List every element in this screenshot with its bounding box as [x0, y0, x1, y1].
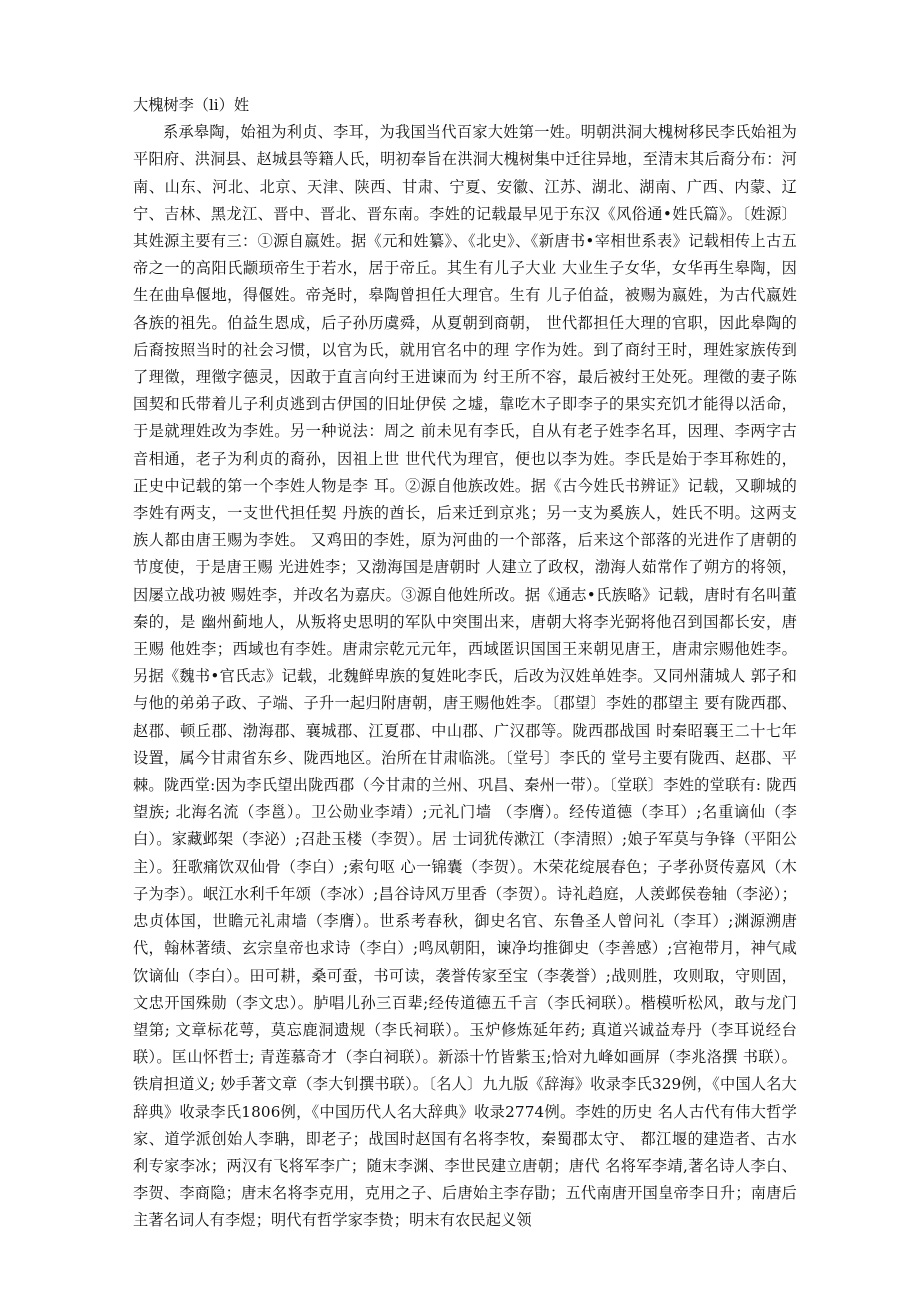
document-title: 大槐树李（li）姓 [133, 96, 250, 114]
document-page [133, 92, 797, 1235]
document-body-paragraph: 系承皋陶，始祖为利贞、李耳，为我国当代百家大姓第一姓。明朝洪洞大槐树移民李氏始祖为平阳府、洪洞县、赵城县等籍人氏，明初奉旨在洪洞大槐树集中迁往异地，至清末其后裔分布：河南、山东、河北、北京、天津、陕西、甘肃、宁夏、安徽、江苏、湖北、湖南、广西、内蒙、辽宁、吉林、黑龙江、晋中、晋北、晋东南。李姓的记载最早见于东汉《风俗通•姓氏篇》。〔姓源〕其姓源主要有三：①源自嬴姓。据《元和姓纂》、《北史》、《新唐书•宰相世系表》记载相传上古五帝之一的高阳氏颛顼帝生于若水，居于帝丘。其生有儿子大业 大业生子女华，女华再生皋陶，因生在曲阜偃地，得偃姓。帝尧时，皋陶曾担任大理官。生有 儿子伯益，被赐为嬴姓，为古代嬴姓各族的祖先。伯益生恩成，后子孙历虞舜，从夏朝到商朝， 世代都担任大理的官职，因此皋陶的后裔按照当时的社会习惯，以官为氏，就用官名中的理 字作为姓。到了商纣王时，理姓家族传到了理徵，理徵字德灵，因敢于直言向纣王进谏而为 纣王所不容，最后被纣王处死。理徵的妻子陈国契和氏带着儿子利贞逃到古伊国的旧址伊侯 之墟，靠吃木子即李子的果实充饥才能得以活命，于是就理姓改为李姓。另一种说法：周之 前未见有李氏，自从有老子姓李名耳，因理、李两字古音相通，老子为利贞的裔孙，因祖上世 世代代为理官，便也以李为姓。李氏是始于李耳称姓的，正史中记载的第一个李姓人物是李 耳。②源自他族改姓。据《古今姓氏书辨证》记载，又聊城的李姓有两支，一支世代担任契 丹族的酋长，后来迁到京兆；另一支为奚族人，姓氏不明。这两支族人都由唐王赐为李姓。 又鸡田的李姓，原为河曲的一个部落，后来这个部落的光进作了唐朝的节度使，于是唐王赐 光进姓李；又渤海国是唐朝时 人建立了政权，渤海人茹常作了朔方的将领，因屡立战功被 赐姓李，并改名为嘉庆。③源自他姓所改。据《通志•氏族略》记载，唐时有名叫董秦的，是 幽州蓟地人，从叛将史思明的军队中突围出来，唐朝大将李光弼将他召到国都长安，唐王赐 他姓李；西域也有李姓。唐肃宗乾元元年，西域匿识国国王来朝见唐王，唐肃宗赐他姓李。 另据《魏书•官氏志》记载，北魏鲜卑族的复姓叱李氏，后改为汉姓单姓李。又同州蒲城人 郭子和与他的弟弟子政、子端、子升一起归附唐朝，唐王赐他姓李。〔郡望〕李姓的郡望主 要有陇西郡、赵郡、顿丘郡、渤海郡、襄城郡、江夏郡、中山郡、广汉郡等。陇西郡战国 时秦昭襄王二十七年设置，属今甘肃省东乡、陇西地区。治所在甘肃临洮。〔堂号〕李氏的 堂号主要有陇西、赵郡、平棘。陇西堂:因为李氏望出陇西郡（今甘肃的兰州、巩昌、秦州一带）。〔堂联〕李姓的堂联有: 陇西望族; 北海名流（李邕）。卫公勋业李靖）;元礼门墙 （李膺）。经传道德（李耳）;名重谪仙（李白）。家藏邺架（李泌）;召赴玉楼（李贺）。居 士词犹传漱江（李清照）;娘子军莫与争锋（平阳公主）。狂歌痛饮双仙骨（李白）;索句呕 心一锦囊（李贺）。木荣花绽展春色；子孝孙贤传嘉风（木子为李）。岷江水利千年颂（李冰）;昌谷诗风万里香（李贺）。诗礼趋庭，人羡邺侯卷轴（李泌）；忠贞体国，世瞻元礼肃墙（李膺）。世系考春秋，御史名官、东鲁圣人曾问礼（李耳）;渊源溯唐代，翰林著绩、玄宗皇帝也求诗（李白）;鸣凤朝阳，谏净均推御史（李善感）;宫袍带月，神气咸饮谪仙（李白）。田可耕，桑可蚕，书可读，袭誉传家至宝（李袭誉）;战则胜，攻则取，守则固，文忠开国殊勋（李文忠）。胪唱儿孙三百辈;经传道德五千言（李氏祠联）。楷模听松风，敢与龙门望第; 文章标花萼，莫忘鹿洞遗规（李氏祠联）。玉炉修炼延年药; 真道兴诚益寿丹（李耳说经台 联）。匡山怀哲士; 青莲慕奇才（李白祠联）。新添十竹皆紫玉;恰对九峰如画屏（李兆洛撰 书联）。铁肩担道义; 妙手著文章（李大钊撰书联）。〔名人〕九九版《辞海》收录李氏329例，《中国人名大辞典》收录李氏1806例，《中国历代人名大辞典》收录2774例。李姓的历史 名人古代有伟大哲学家、道学派创始人李聃，即老子；战国时赵国有名将李牧，秦蜀郡太守、 都江堰的建造者、古水利专家李冰；两汉有飞将军李广；随末李渊、李世民建立唐朝；唐代 名将军李靖,著名诗人李白、李贺、李商隐；唐末名将李克用，克用之子、后唐始主李存勖；五代南唐开国皇帝李日升；南唐后主著名词人有李煜；明代有哲学家李贽；明末有农民起义领 [133, 123, 797, 1230]
